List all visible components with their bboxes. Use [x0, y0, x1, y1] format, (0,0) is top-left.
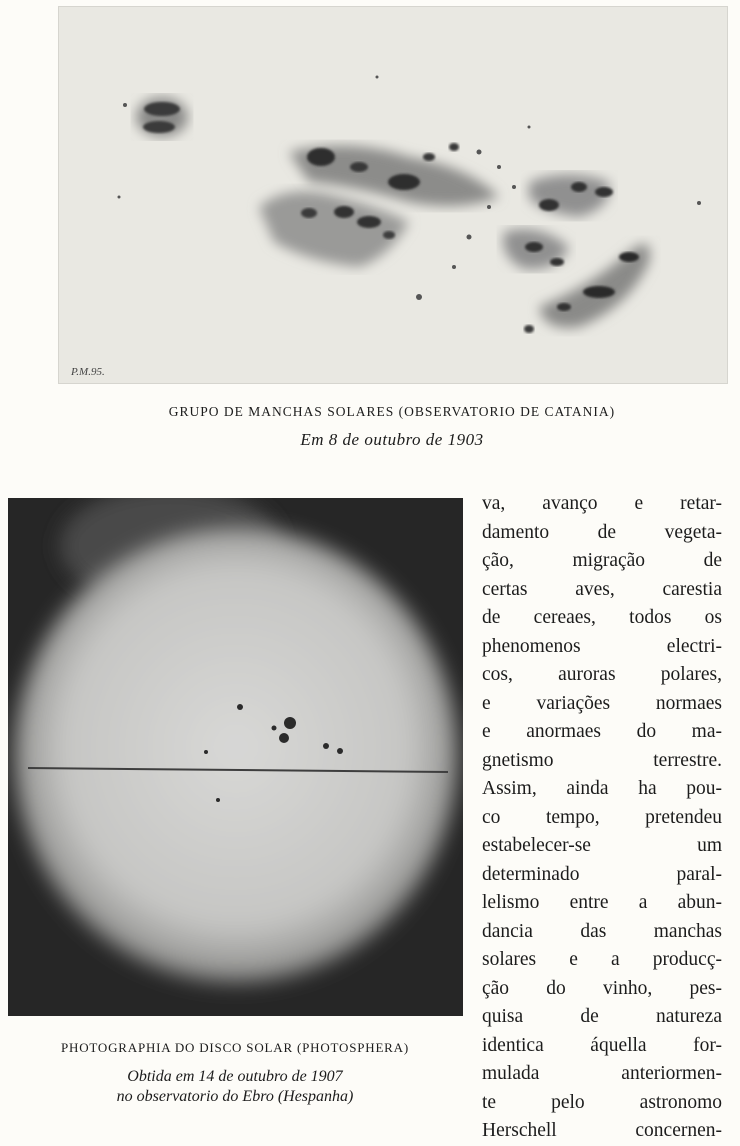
solar-disc — [14, 528, 458, 984]
body-line: Herschell concernen- — [482, 1120, 722, 1141]
body-line: dancia das manchas — [482, 920, 722, 942]
body-line: cos, auroras polares, — [482, 664, 722, 685]
solar-disc-photograph — [8, 498, 463, 1016]
body-line: identica áquella for- — [482, 1034, 722, 1056]
figure-bottom-caption — [0, 1067, 470, 1107]
body-line: determinado paral- — [482, 863, 722, 885]
body-line: solares e a producç- — [482, 949, 722, 970]
figure-top-caption-title: GRUPO DE MANCHAS SOLARES (OBSERVATORIO DE CATANIA) — [168, 404, 616, 419]
body-line: lelismo entre a abun- — [482, 892, 722, 913]
figure-bottom-caption-title: PHOTOGRAPHIA DO DISCO SOLAR (PHOTOSPHERA) — [61, 1040, 409, 1055]
figure-bottom-caption-line-2: no observatorio do Ebro (Hespanha) — [116, 1088, 354, 1105]
artist-signature: P.M.95. — [71, 366, 105, 378]
body-line: quisa de natureza — [482, 1006, 722, 1027]
body-line: phenomenos electri- — [482, 635, 722, 657]
sunspot-group-right — [503, 175, 650, 334]
solar-disc-illustration — [8, 498, 463, 1016]
sunspot-group-figure — [58, 6, 728, 384]
body-line: co tempo, pretendeu — [482, 806, 722, 828]
body-text-column — [482, 490, 722, 1146]
body-line: e variações normaes — [482, 692, 722, 714]
body-line: estabelecer-se um — [482, 835, 722, 856]
body-line: mulada anteriormen- — [482, 1063, 722, 1084]
body-line: te pelo astronomo — [482, 1091, 722, 1113]
isolated-sunspot — [136, 97, 188, 137]
body-line: ção do vinho, pes- — [482, 977, 722, 999]
body-line: certas aves, carestia — [482, 578, 722, 600]
body-line: damento de vegeta- — [482, 521, 722, 543]
body-line: gnetismo terrestre. — [482, 749, 722, 771]
figure-bottom-caption-line-1: Obtida em 14 de outubro de 1907 — [127, 1068, 343, 1085]
sunspot-group-illustration — [59, 7, 727, 383]
sunspot-group-left — [259, 143, 499, 267]
figure-top-caption-date: Em 8 de outubro de 1903 — [300, 430, 484, 449]
body-line: Assim, ainda ha pou- — [482, 778, 722, 799]
body-line: de cereaes, todos os — [482, 607, 722, 628]
body-line: ção, migração de — [482, 550, 722, 571]
body-line: e anormaes do ma- — [482, 721, 722, 742]
body-line: va, avanço e retar- — [482, 493, 722, 514]
